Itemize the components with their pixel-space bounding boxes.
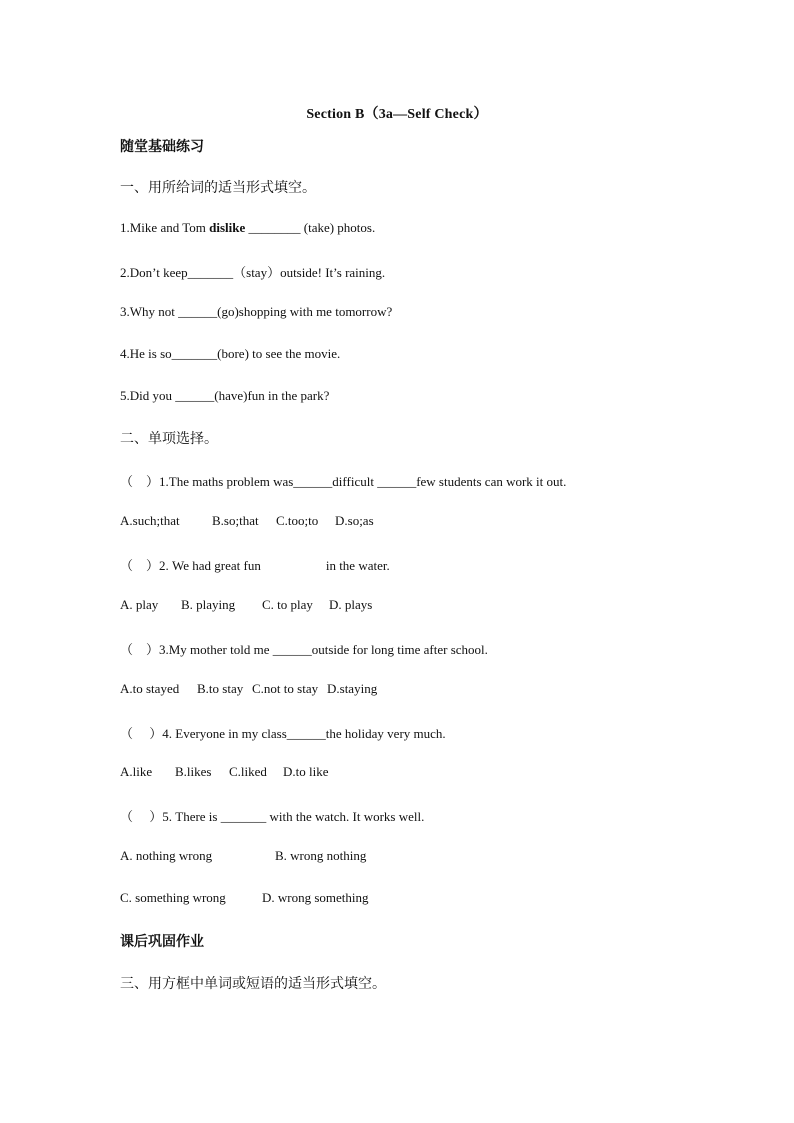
part2-question-5-options-ab [120, 848, 366, 864]
part1-question-3: 3.Why not ______(go)shopping with me tomorrow? [120, 304, 393, 319]
part2-question-2-options [120, 597, 372, 613]
part2-question-1-stem: （ ）1.The maths problem was______difficult ______few students can work it out. [120, 474, 567, 489]
option-a: A.like [120, 764, 153, 779]
option-a: A. play [120, 597, 159, 612]
option-d: D.to like [283, 764, 329, 779]
part1-question-1 [120, 220, 375, 236]
part3-instruction: 三、用方框中单词或短语的适当形式填空。 [120, 977, 386, 992]
part1-question-2: 2.Don’t keep_______（stay）outside! It’s raining. [120, 265, 386, 280]
part2-question-2-stem: （ ）2. We had great fun in the water. [120, 558, 390, 573]
part2-question-5-options-cd [120, 890, 369, 906]
part1-question-5: 5.Did you ______(have)fun in the park? [120, 388, 330, 403]
option-a: A.such;that [120, 513, 180, 528]
option-c: C.liked [229, 764, 267, 779]
question-text: 1.Mike and Tom [120, 220, 210, 235]
part1-instruction: 一、用所给词的适当形式填空。 [120, 181, 316, 196]
part2-question-1-options [120, 513, 374, 529]
part2-question-3-options [120, 681, 377, 697]
part2-question-5-stem: （ ）5. There is _______ with the watch. It works well. [120, 809, 425, 824]
option-b: B. playing [181, 597, 236, 612]
option-c: C.too;to [276, 513, 319, 528]
option-d: D. plays [329, 597, 373, 612]
part2-question-4-options [120, 764, 329, 780]
section-heading-homework: 课后巩固作业 [120, 935, 204, 950]
option-b: B.to stay [197, 681, 244, 696]
option-d: D. wrong something [262, 890, 369, 905]
page-title: Section B（3a—Self Check） [306, 107, 488, 122]
option-c: C. to play [262, 597, 313, 612]
option-b: B.likes [175, 764, 212, 779]
option-b: B. wrong nothing [275, 848, 367, 863]
option-c: C.not to stay [252, 681, 319, 696]
part1-question-4: 4.He is so_______(bore) to see the movie. [120, 346, 341, 361]
option-c: C. something wrong [120, 890, 226, 905]
question-bold-word: dislike [209, 220, 246, 235]
option-b: B.so;that [212, 513, 259, 528]
part2-question-4-stem: （ ）4. Everyone in my class______the holiday very much. [120, 726, 446, 741]
option-d: D.staying [327, 681, 378, 696]
section-heading-in-class: 随堂基础练习 [120, 140, 204, 155]
option-d: D.so;as [335, 513, 374, 528]
option-a: A.to stayed [120, 681, 180, 696]
question-text: ________ (take) photos. [245, 220, 376, 235]
part2-question-3-stem: （ ）3.My mother told me ______outside for long time after school. [120, 642, 488, 657]
part2-instruction: 二、单项选择。 [120, 432, 218, 447]
option-a: A. nothing wrong [120, 848, 213, 863]
